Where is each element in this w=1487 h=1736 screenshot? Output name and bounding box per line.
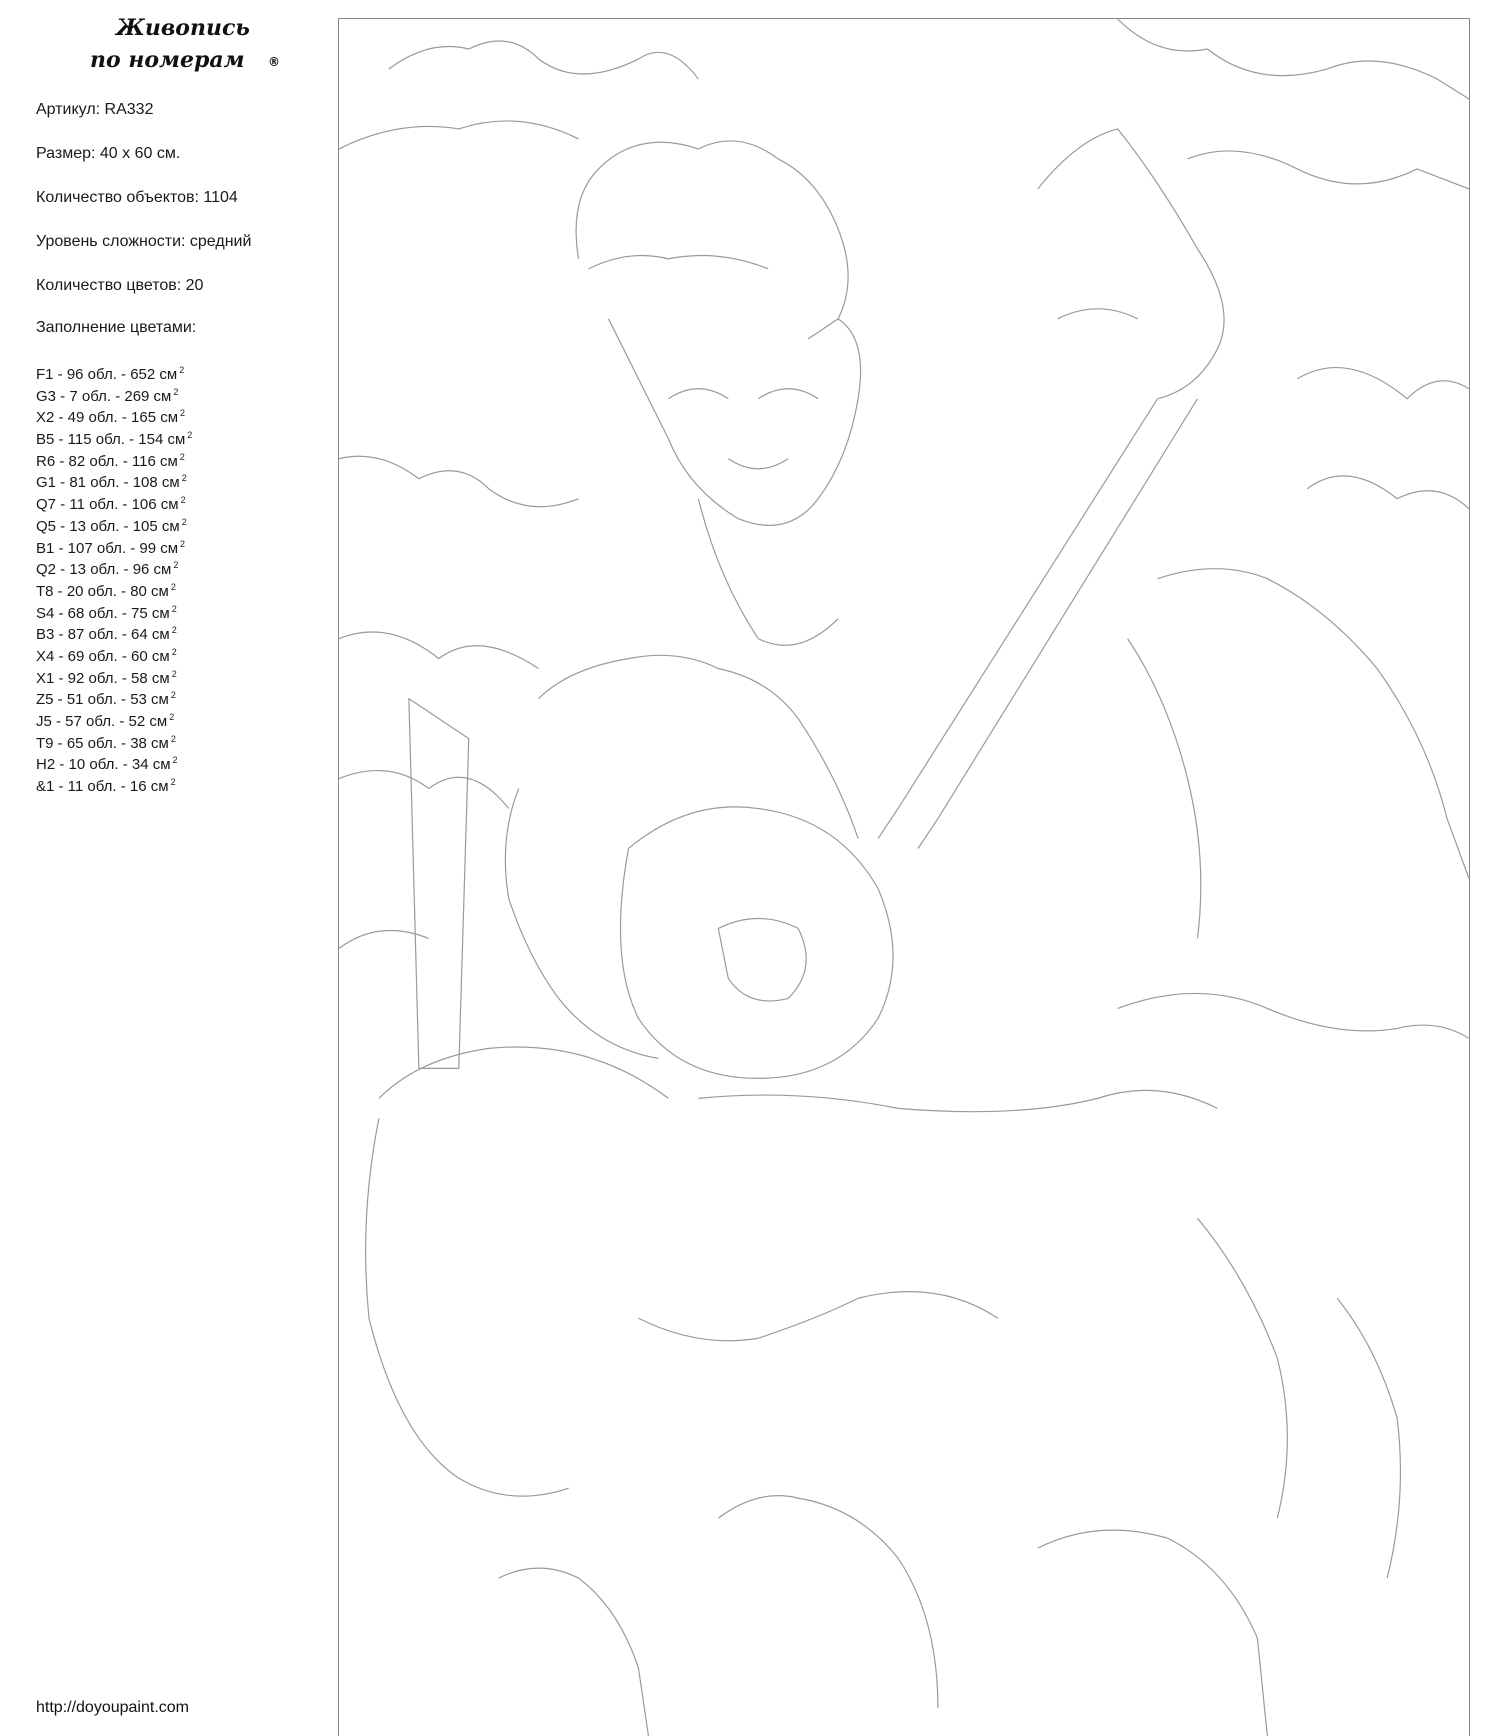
color-fill-text: X4 - 69 обл. - 60 см [36, 647, 170, 665]
color-fill-text: B5 - 115 обл. - 154 см [36, 431, 186, 449]
fur-outline [1118, 993, 1469, 1038]
beard-outline [698, 499, 838, 646]
difficulty-level: Уровень сложности: средний [36, 233, 252, 250]
color-fill-item [36, 707, 192, 729]
square-superscript: 2 [171, 625, 177, 636]
saddle-outline [638, 1292, 997, 1341]
color-fill-text: S4 - 68 обл. - 75 см [36, 604, 170, 622]
square-superscript: 2 [170, 733, 176, 744]
color-fill-item [36, 555, 192, 577]
cloud-outline [1297, 368, 1469, 399]
cloud-outline [389, 41, 698, 79]
color-fill-item [36, 620, 192, 642]
mouth-line [728, 459, 788, 469]
color-fill-item [36, 750, 192, 772]
color-fill-text: Q2 - 13 обл. - 96 см [36, 561, 172, 579]
color-fill-item [36, 534, 192, 556]
square-superscript: 2 [179, 365, 185, 375]
square-superscript: 2 [180, 495, 186, 506]
color-fill-item [36, 468, 192, 490]
article-number: Артикул: RA332 [36, 101, 154, 118]
color-fill-text: B1 - 107 обл. - 99 см [36, 539, 179, 557]
square-superscript: 2 [181, 473, 187, 484]
banjo-center [718, 918, 806, 1000]
color-fill-item [36, 360, 192, 382]
color-fill-text: Z5 - 51 обл. - 53 см [36, 691, 169, 709]
color-fill-text: B3 - 87 обл. - 64 см [36, 626, 170, 644]
color-fill-item [36, 512, 192, 534]
eye-line [758, 389, 818, 399]
square-superscript: 2 [170, 581, 176, 592]
color-fill-item [36, 664, 192, 686]
cloud-outline [339, 121, 579, 149]
tuning-peg [1058, 309, 1138, 319]
hat-outline [576, 141, 848, 339]
registered-mark: ® [268, 55, 280, 69]
color-fill-item [36, 382, 192, 404]
coloring-canvas [338, 18, 1470, 1736]
ground-outline [1038, 1530, 1268, 1736]
color-fill-item [36, 729, 192, 751]
color-fill-text: X1 - 92 обл. - 58 см [36, 669, 170, 687]
color-fill-text: F1 - 96 обл. - 652 см [36, 366, 178, 383]
color-fill-text: G1 - 81 обл. - 108 см [36, 474, 180, 492]
color-fill-item [36, 685, 192, 707]
color-fill-item [36, 577, 192, 599]
line-art-drawing [339, 19, 1469, 1736]
knee-outline [698, 1090, 1217, 1111]
website-url: http://doyoupaint.com [36, 1699, 189, 1716]
face-outline [609, 319, 861, 526]
square-superscript: 2 [169, 712, 175, 722]
fur-outline [1128, 639, 1201, 939]
eye-line [668, 389, 728, 399]
color-fill-item [36, 599, 192, 621]
color-fill-text: X2 - 49 обл. - 165 см [36, 409, 179, 427]
cloud-outline [1118, 19, 1469, 99]
square-superscript: 2 [173, 560, 179, 571]
color-fill-text: G3 - 7 обл. - 269 см [36, 387, 172, 405]
color-fill-text: T9 - 65 обл. - 38 см [36, 734, 169, 752]
lap-outline [379, 1047, 668, 1098]
cloud-outline [1187, 151, 1469, 189]
colors-count: Количество цветов: 20 [36, 277, 204, 294]
square-superscript: 2 [171, 668, 177, 679]
color-fill-text: Q5 - 13 обл. - 105 см [36, 517, 180, 535]
square-superscript: 2 [171, 603, 177, 614]
headstock-outline [1038, 129, 1224, 399]
banjo-pot [621, 807, 894, 1079]
color-fill-text: H2 - 10 обл. - 34 см [36, 756, 171, 774]
arm-outline [505, 789, 658, 1059]
info-sidebar [0, 0, 330, 1736]
horse-outline [366, 1118, 569, 1496]
boot-outline [718, 1496, 938, 1708]
ground-outline [499, 1568, 649, 1736]
color-fill-item [36, 425, 192, 447]
color-fill-item [36, 642, 192, 664]
square-superscript: 2 [181, 516, 187, 527]
post-outline [409, 699, 469, 1069]
canvas-size: Размер: 40 х 60 см. [36, 145, 181, 162]
color-fill-text: Q7 - 11 обл. - 106 см [36, 496, 179, 514]
cloud-outline [339, 771, 509, 809]
color-fill-text: &1 - 11 обл. - 16 см [36, 778, 169, 796]
square-superscript: 2 [172, 755, 178, 766]
square-superscript: 2 [180, 408, 186, 419]
color-fill-item [36, 772, 192, 794]
color-fill-item [36, 403, 192, 425]
color-fill-text: R6 - 82 обл. - 116 см [36, 452, 178, 470]
square-superscript: 2 [187, 430, 193, 441]
objects-count: Количество объектов: 1104 [36, 189, 238, 206]
color-fill-heading: Заполнение цветами: [36, 319, 197, 336]
leg-outline [1197, 1218, 1287, 1518]
square-superscript: 2 [179, 451, 185, 462]
square-superscript: 2 [170, 690, 176, 701]
fur-outline [1337, 1298, 1400, 1578]
brand-logo [60, 12, 290, 76]
banjo-neck-edge [878, 399, 1158, 839]
square-superscript: 2 [170, 777, 176, 788]
hat-brim [589, 256, 769, 269]
banjo-neck-edge [918, 399, 1198, 849]
color-fill-item [36, 447, 192, 469]
color-fill-text: T8 - 20 обл. - 80 см [36, 582, 169, 600]
fur-outline [1158, 569, 1469, 879]
square-superscript: 2 [180, 538, 186, 549]
color-fill-list [36, 360, 192, 794]
brand-line-2: по номерам [90, 47, 245, 73]
brand-line-1: Живопись [116, 15, 250, 41]
cloud-outline [339, 456, 579, 506]
cloud-outline [1307, 476, 1469, 509]
product-info [36, 100, 251, 320]
color-fill-text: J5 - 57 обл. - 52 см [36, 713, 168, 730]
cloud-outline [339, 632, 539, 669]
color-fill-item [36, 490, 192, 512]
square-superscript: 2 [171, 646, 177, 657]
square-superscript: 2 [173, 386, 179, 397]
